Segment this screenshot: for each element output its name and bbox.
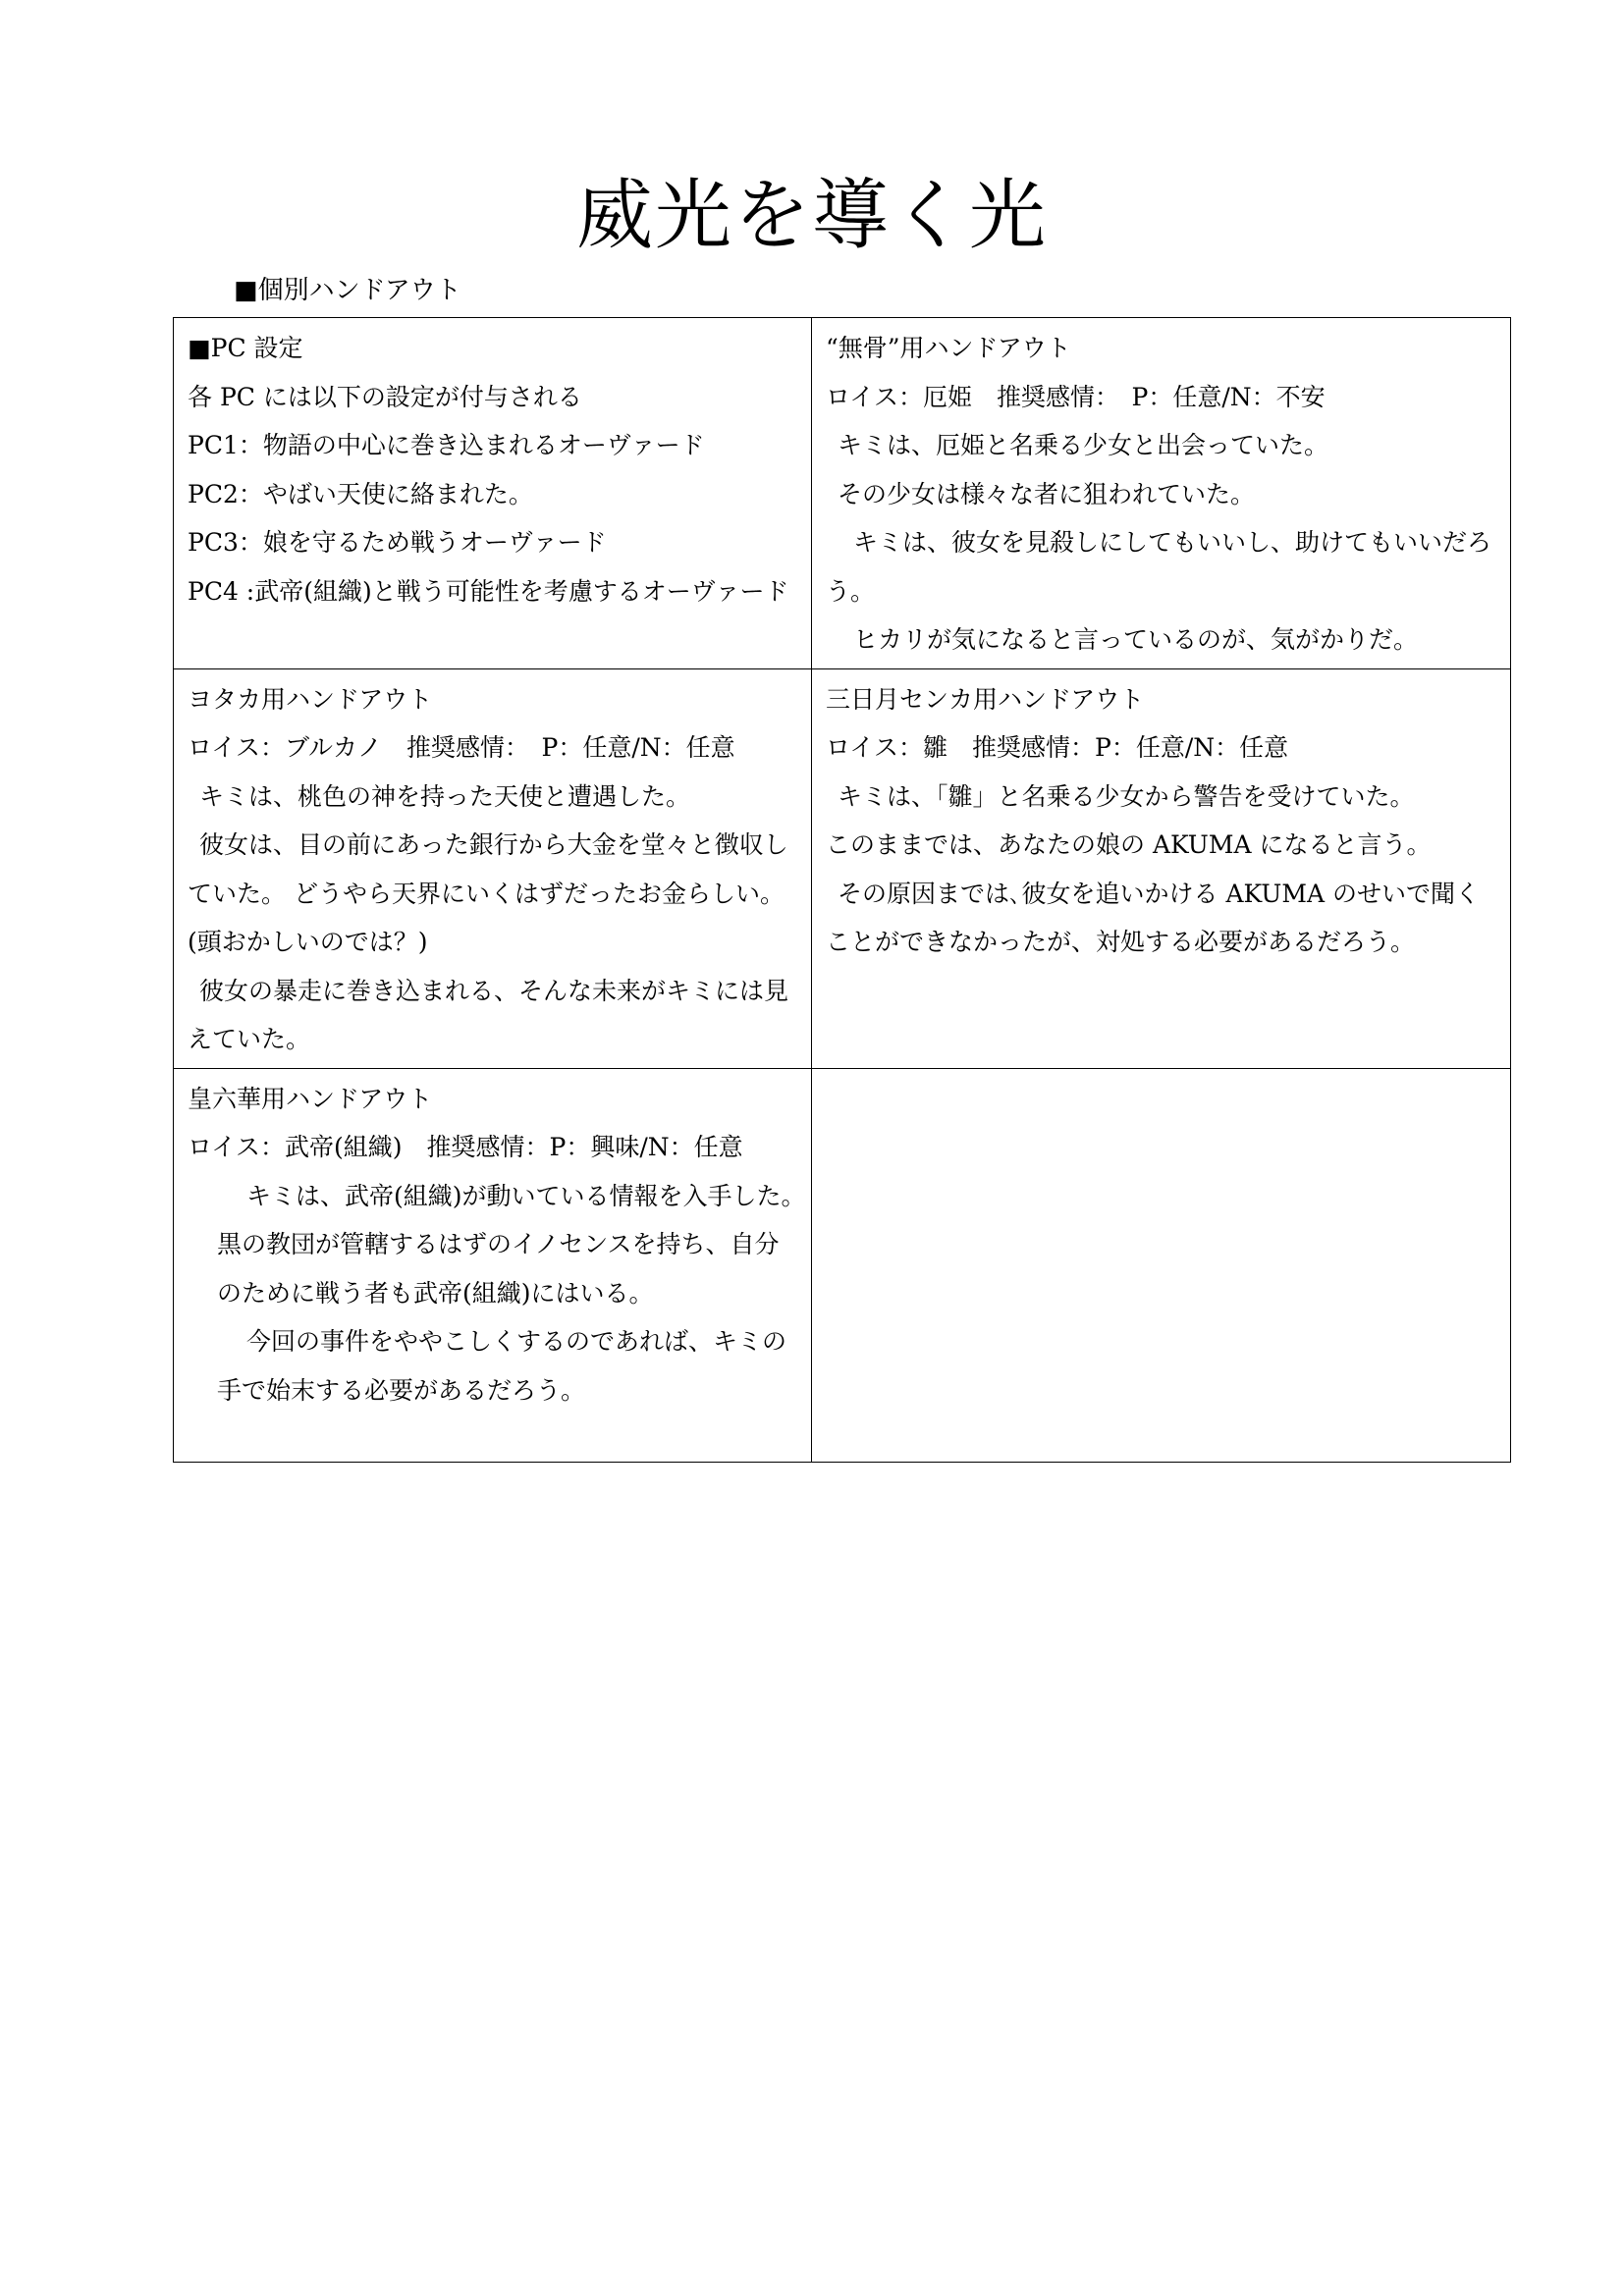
mukotsu-handout-cell <box>812 318 1511 669</box>
cell-line: PC1：物語の中心に巻き込まれるオーヴァード <box>188 431 705 459</box>
cell-line: キミは、武帝(組織)が動いている情報を入手した。 黒の教団が管轄するはずのイノセンスを持ち、自分のために戦う者も武帝(組織)にはいる。 <box>217 1181 819 1308</box>
table-row <box>174 668 1511 1068</box>
cell-line: 各 PC には以下の設定が付与される <box>188 382 582 411</box>
empty-cell <box>812 1068 1511 1462</box>
cell-heading: ヨタカ用ハンドアウト <box>188 684 433 714</box>
cell-line: 彼女は、目の前にあった銀行から大金を堂々と徴収していた。 どうやら天界にいくはずだったお金らしい。(頭おかしいのでは？) <box>188 830 788 956</box>
cell-heading: 三日月センカ用ハンドアウト <box>826 684 1145 714</box>
cell-line: ヒカリが気になると言っているのが、気がかりだ。 <box>853 625 1419 654</box>
cell-line: PC3：娘を守るため戦うオーヴァード <box>188 528 607 557</box>
cell-line: ロイス：ブルカノ 推奨感情： P：任意/N：任意 <box>188 733 735 762</box>
cell-line: キミは、「雛」と名乗る少女から警告を受けていた。 <box>838 781 1415 811</box>
document-title: 威光を導く光 <box>575 172 1048 261</box>
table-row <box>174 1068 1511 1462</box>
cell-line: ロイス：雛 推奨感情：P：任意/N：任意 <box>826 733 1289 762</box>
table-row <box>174 318 1511 669</box>
cell-line: このままでは、あなたの娘の AKUMA になると言う。 <box>826 830 1432 859</box>
pc-settings-cell <box>174 318 812 669</box>
cell-heading: “無骨”用ハンドアウト <box>826 334 1071 362</box>
mikazuki-handout-cell <box>812 668 1511 1068</box>
cell-line: 今回の事件をややこしくするのであれば、キミの手で始末する必要があるだろう。 <box>217 1327 787 1405</box>
cell-line: 彼女の暴走に巻き込まれる、そんな未来がキミには見えていた。 <box>188 976 789 1053</box>
cell-line: その原因までは､彼女を追いかける AKUMA のせいで聞くことができなかったが、対処する必要があるだろう。 <box>826 879 1480 956</box>
section-label: ■個別ハンドアウト <box>234 276 461 305</box>
handout-table <box>173 317 1511 1463</box>
cell-heading: 皇六華用ハンドアウト <box>188 1084 433 1113</box>
cell-line: ロイス：武帝(組織) 推奨感情：P：興味/N：任意 <box>188 1133 743 1161</box>
cell-line: その少女は様々な者に狙われていた。 <box>838 479 1256 508</box>
cell-line: PC2：やばい天使に絡まれた。 <box>188 479 533 508</box>
cell-line: PC4 :武帝(組織)と戦う可能性を考慮するオーヴァード <box>188 576 789 606</box>
cell-line: ロイス：厄姫 推奨感情： P：任意/N：不安 <box>826 382 1326 411</box>
sumeragi-handout-cell <box>174 1068 819 1462</box>
yotaka-handout-cell <box>174 668 812 1068</box>
cell-heading: ■PC 設定 <box>188 334 303 362</box>
cell-line: キミは、彼女を見殺しにしてもいいし、助けてもいいだろう。 <box>826 528 1492 606</box>
cell-line: キミは、厄姫と名乗る少女と出会っていた。 <box>838 431 1329 459</box>
cell-line: キミは、桃色の神を持った天使と遭遇した。 <box>199 781 691 811</box>
